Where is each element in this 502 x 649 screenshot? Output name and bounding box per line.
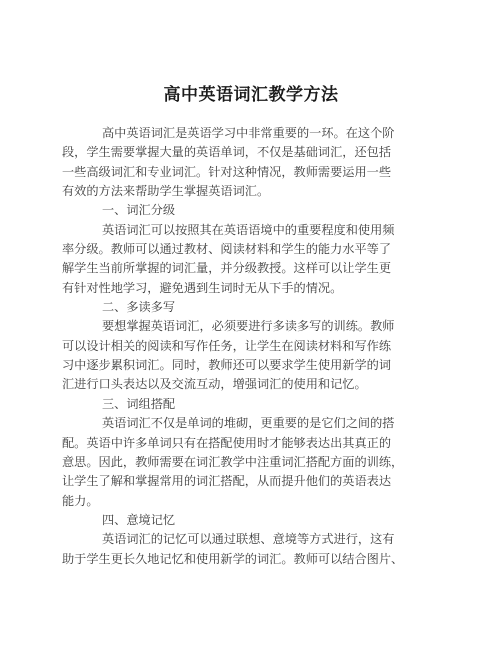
text-line: 汇进行口头表达以及交流互动，增强词汇的使用和记忆。 [62, 377, 367, 392]
text-line: 一些高级词汇和专业词汇。针对这种情况，教师需要运用一些 [62, 164, 392, 179]
text-line: 可以设计相关的阅读和写作任务，让学生在阅读材料和写作练 [62, 338, 392, 353]
text-line: 四、意境记忆 [102, 512, 176, 527]
document-body [62, 124, 442, 569]
text-line: 能力。 [62, 493, 99, 508]
text-line: 意思。因此，教师需要在词汇教学中注重词汇搭配方面的训练， [62, 454, 404, 469]
text-line: 配。英语中许多单词只有在搭配使用时才能够表达出其真正的 [62, 435, 392, 450]
text-line: 率分级。教师可以通过教材、阅读材料和学生的能力水平等了 [62, 242, 392, 257]
text-line: 习中逐步累积词汇。同时，教师还可以要求学生使用新学的词 [62, 358, 392, 373]
text-line: 三、词组搭配 [102, 396, 176, 411]
text-line: 有针对性地学习，避免遇到生词时无从下手的情况。 [62, 280, 343, 295]
document-title: 高中英语词汇教学方法 [163, 85, 339, 105]
text-line: 英语词汇不仅是单词的堆砌，更重要的是它们之间的搭 [102, 416, 395, 431]
text-line: 有效的方法来帮助学生掌握英语词汇。 [62, 184, 270, 199]
text-line: 二、多读多写 [102, 300, 176, 315]
text-line: 高中英语词汇是英语学习中非常重要的一环。在这个阶 [102, 126, 395, 140]
text-line: 英语词汇的记忆可以通过联想、意境等方式进行，这有 [102, 532, 395, 547]
text-line: 助于学生更长久地记忆和使用新学的词汇。教师可以结合图片、 [62, 551, 404, 566]
text-line: 解学生当前所掌握的词汇量，并分级教授。这样可以让学生更 [62, 261, 392, 276]
text-line: 要想掌握英语词汇，必须要进行多读多写的训练。教师 [102, 319, 395, 334]
text-line: 让学生了解和掌握常用的词汇搭配，从而提升他们的英语表达 [62, 474, 392, 489]
text-line: 段，学生需要掌握大量的英语单词，不仅是基础词汇，还包括 [62, 145, 392, 160]
text-line: 英语词汇可以按照其在英语语境中的重要程度和使用频 [102, 222, 395, 237]
text-line: 一、词汇分级 [102, 203, 176, 218]
